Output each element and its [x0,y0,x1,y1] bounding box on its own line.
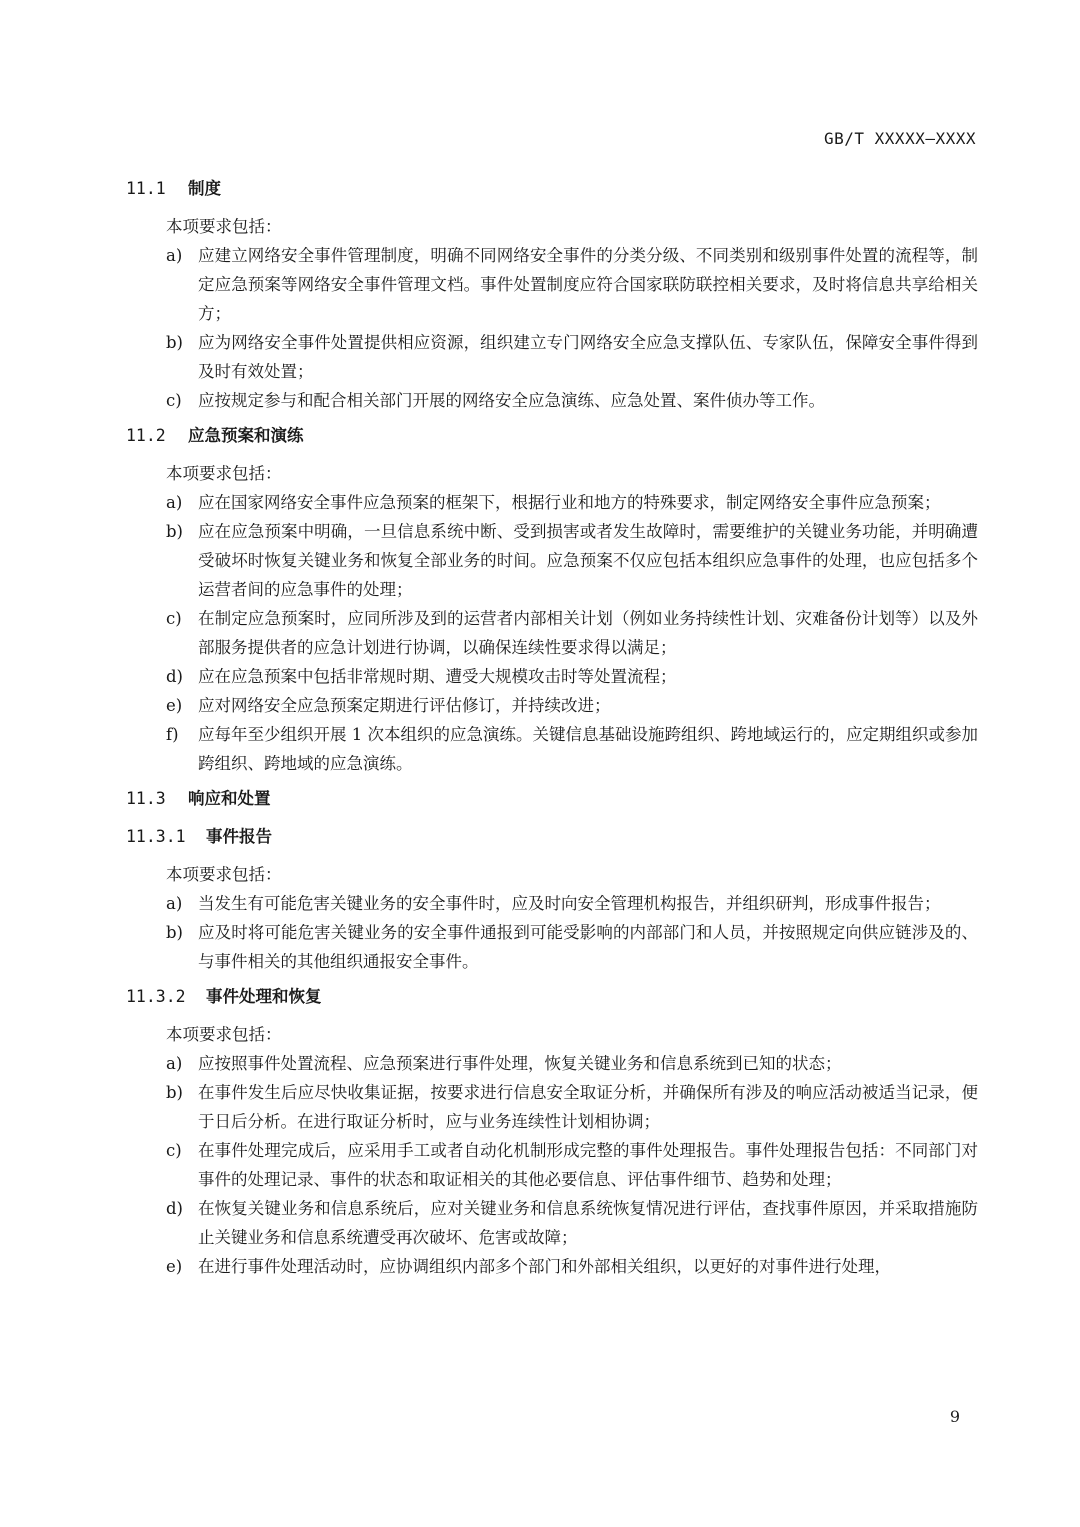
item-marker: a) [166,894,183,913]
list-item [126,720,978,778]
item-marker: b) [166,522,183,541]
page-number: 9 [949,1407,960,1426]
item-marker: b) [166,1083,183,1102]
section-intro: 本项要求包括： [166,464,282,483]
document-body [126,172,978,1281]
standard-code: GB/T XXXXX—XXXX [824,129,976,148]
section-intro: 本项要求包括： [166,865,282,884]
item-text: 应在国家网络安全事件应急预案的框架下，根据行业和地方的特殊要求，制定网络安全事件应急预案； [198,493,941,512]
item-marker: a) [166,246,183,265]
item-marker: d) [166,1199,183,1218]
section-intro: 本项要求包括： [166,217,282,236]
item-text: 在进行事件处理活动时，应协调组织内部多个部门和外部相关组织，以更好的对事件进行处理， [198,1257,891,1276]
section-heading [126,782,978,816]
item-marker: a) [166,1054,183,1073]
item-text: 在事件发生后应尽快收集证据，按要求进行信息安全取证分析，并确保所有涉及的响应活动被适当记录，便于日后分析。在进行取证分析时，应与业务连续性计划相协调； [198,1083,978,1131]
section-intro: 本项要求包括： [166,1025,282,1044]
item-text: 应每年至少组织开展 1 次本组织的应急演练。关键信息基础设施跨组织、跨地域运行的，应定期组织或参加跨组织、跨地域的应急演练。 [198,725,978,773]
item-text: 应建立网络安全事件管理制度，明确不同网络安全事件的分类分级、不同类别和级别事件处置的流程等，制定应急预案等网络安全事件管理文档。事件处置制度应符合国家联防联控相关要求，及时将信息共享给相关方； [198,246,978,323]
item-marker: a) [166,493,183,512]
list-item [126,604,978,662]
item-text: 当发生有可能危害关键业务的安全事件时，应及时向安全管理机构报告，并组织研判，形成事件报告； [198,894,941,913]
item-marker: c) [166,391,182,410]
list-item [126,691,978,720]
item-text: 应及时将可能危害关键业务的安全事件通报到可能受影响的内部部门和人员，并按照规定向供应链涉及的、与事件相关的其他组织通报安全事件。 [198,923,978,971]
item-text: 在制定应急预案时，应同所涉及到的运营者内部相关计划（例如业务持续性计划、灾难备份计划等）以及外部服务提供者的应急计划进行协调，以确保连续性要求得以满足； [198,609,978,657]
section-heading [126,172,978,206]
list-item [126,1078,978,1136]
section-title: 应急预案和演练 [188,426,304,445]
item-marker: d) [166,667,183,686]
list-item [126,1194,978,1252]
section-title: 制度 [188,179,221,198]
list-item [126,662,978,691]
item-marker: f) [166,725,179,744]
list-item [126,517,978,604]
section-number: 11.3.2 [126,987,186,1006]
list-item [126,889,978,918]
item-marker: b) [166,923,183,942]
item-marker: e) [166,1257,183,1276]
section-number: 11.3 [126,789,166,808]
item-text: 应在应急预案中包括非常规时期、遭受大规模攻击时等处置流程； [198,667,677,686]
item-text: 应对网络安全应急预案定期进行评估修订，并持续改进； [198,696,611,715]
section-title: 事件处理和恢复 [206,987,322,1006]
list-item [126,918,978,976]
list-item [126,1136,978,1194]
section-title: 响应和处置 [188,789,271,808]
section-title: 事件报告 [206,827,272,846]
list-item [126,488,978,517]
subsection-heading [126,980,978,1014]
item-text: 应按规定参与和配合相关部门开展的网络安全应急演练、应急处置、案件侦办等工作。 [198,391,825,410]
list-item [126,386,978,415]
item-marker: b) [166,333,183,352]
item-text: 在事件处理完成后，应采用手工或者自动化机制形成完整的事件处理报告。事件处理报告包括：不同部门对事件的处理记录、事件的状态和取证相关的其他必要信息、评估事件细节、趋势和处理； [198,1141,978,1189]
item-text: 在恢复关键业务和信息系统后，应对关键业务和信息系统恢复情况进行评估，查找事件原因，并采取措施防止关键业务和信息系统遭受再次破坏、危害或故障； [198,1199,978,1247]
item-text: 应在应急预案中明确，一旦信息系统中断、受到损害或者发生故障时，需要维护的关键业务功能，并明确遭受破坏时恢复关键业务和恢复全部业务的时间。应急预案不仅应包括本组织应急事件的处理，也应包括多个运营者间的应急事件的处理； [198,522,978,599]
item-text: 应按照事件处置流程、应急预案进行事件处理，恢复关键业务和信息系统到已知的状态； [198,1054,842,1073]
item-marker: c) [166,1141,182,1160]
list-item [126,328,978,386]
section-number: 11.1 [126,179,166,198]
item-marker: c) [166,609,182,628]
list-item [126,1252,978,1281]
section-number: 11.2 [126,426,166,445]
section-heading [126,419,978,453]
list-item [126,241,978,328]
subsection-heading [126,820,978,854]
item-marker: e) [166,696,183,715]
section-number: 11.3.1 [126,827,186,846]
item-text: 应为网络安全事件处置提供相应资源，组织建立专门网络安全应急支撑队伍、专家队伍，保障安全事件得到及时有效处置； [198,333,978,381]
list-item [126,1049,978,1078]
